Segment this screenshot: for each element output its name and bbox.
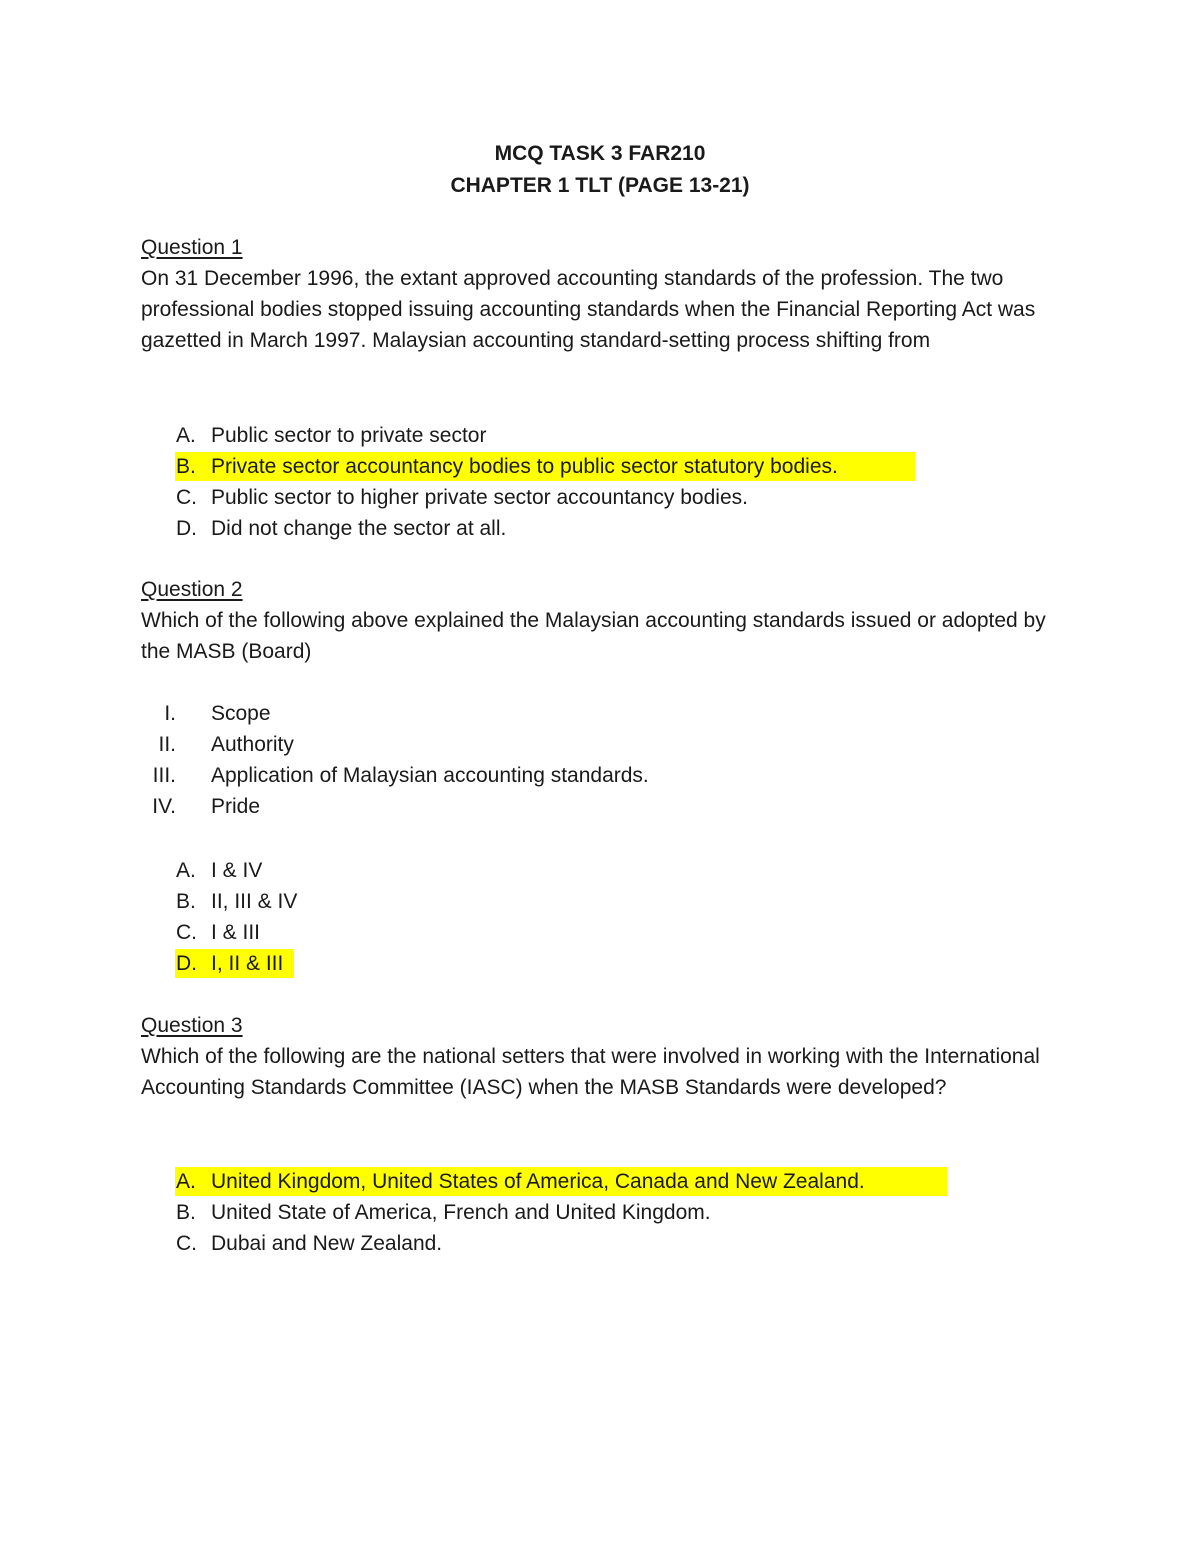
option-row [141, 886, 1061, 917]
option-marker: C. [176, 486, 197, 509]
option-label: I, II & III [211, 952, 284, 975]
question-1 [141, 232, 1061, 356]
statement-marker: IV. [152, 795, 176, 818]
option-label: Public sector to higher private sector accountancy bodies. [211, 486, 748, 509]
option-marker: B. [176, 890, 196, 913]
statement-row [141, 698, 1061, 729]
option-label: Dubai and New Zealand. [211, 1232, 443, 1255]
option-label: II, III & IV [211, 890, 298, 913]
statement-label: Pride [211, 795, 261, 818]
question-1-title: Question 1 [141, 236, 243, 259]
statement-label: Authority [211, 733, 294, 756]
option-marker: B. [176, 455, 196, 478]
question-3-text: Which of the following are the national setters that were involved in working with the International Accounting Standards Committee (IASC) when the MASB Standards were developed? [141, 1045, 1040, 1099]
option-marker: C. [176, 1232, 197, 1255]
document-title: MCQ TASK 3 FAR210 [494, 142, 706, 165]
statement-marker: I. [164, 702, 176, 725]
option-label: United Kingdom, United States of America, Canada and New Zealand. [211, 1170, 865, 1193]
option-label: United State of America, French and United Kingdom. [211, 1201, 711, 1224]
question-2-title: Question 2 [141, 578, 243, 601]
option-label: I & III [211, 921, 261, 944]
option-row [141, 420, 1061, 451]
option-row [141, 1228, 1061, 1259]
statement-row [141, 760, 1061, 791]
question-2 [141, 574, 1061, 667]
option-marker: B. [176, 1201, 196, 1224]
option-row-answer [141, 948, 1061, 979]
question-1-text: On 31 December 1996, the extant approved accounting standards of the profession. The two professional bodies stopped issuing accounting standards when the Financial Reporting Act was gazetted in March 1997. Malaysian accounting standard-setting process shifting from [141, 267, 1036, 352]
question-2-options [141, 855, 1061, 979]
option-row [141, 513, 1061, 544]
option-label: Public sector to private sector [211, 424, 487, 447]
statement-marker: II. [158, 733, 176, 756]
option-row [141, 917, 1061, 948]
option-label: I & IV [211, 859, 263, 882]
option-row [141, 855, 1061, 886]
option-marker: D. [176, 517, 197, 540]
statement-marker: III. [152, 764, 176, 787]
question-1-options [141, 420, 1061, 544]
option-marker: A. [176, 859, 196, 882]
option-marker: A. [176, 424, 196, 447]
statement-label: Application of Malaysian accounting standards. [211, 764, 649, 787]
document-subtitle: CHAPTER 1 TLT (PAGE 13-21) [450, 174, 750, 197]
question-2-text: Which of the following above explained the Malaysian accounting standards issued or adopted by the MASB (Board) [141, 609, 1046, 663]
option-marker: A. [176, 1170, 196, 1193]
question-3-title: Question 3 [141, 1014, 243, 1037]
option-label: Private sector accountancy bodies to public sector statutory bodies. [211, 455, 838, 478]
option-marker: C. [176, 921, 197, 944]
option-marker: D. [176, 952, 197, 975]
statement-label: Scope [211, 702, 271, 725]
question-3-options [141, 1166, 1061, 1259]
option-row-answer [141, 451, 1061, 482]
option-row-answer [141, 1166, 1061, 1197]
statement-row [141, 791, 1061, 822]
question-3 [141, 1010, 1061, 1103]
option-row [141, 482, 1061, 513]
question-2-statements [141, 698, 1061, 822]
option-label: Did not change the sector at all. [211, 517, 507, 540]
statement-row [141, 729, 1061, 760]
option-row [141, 1197, 1061, 1228]
